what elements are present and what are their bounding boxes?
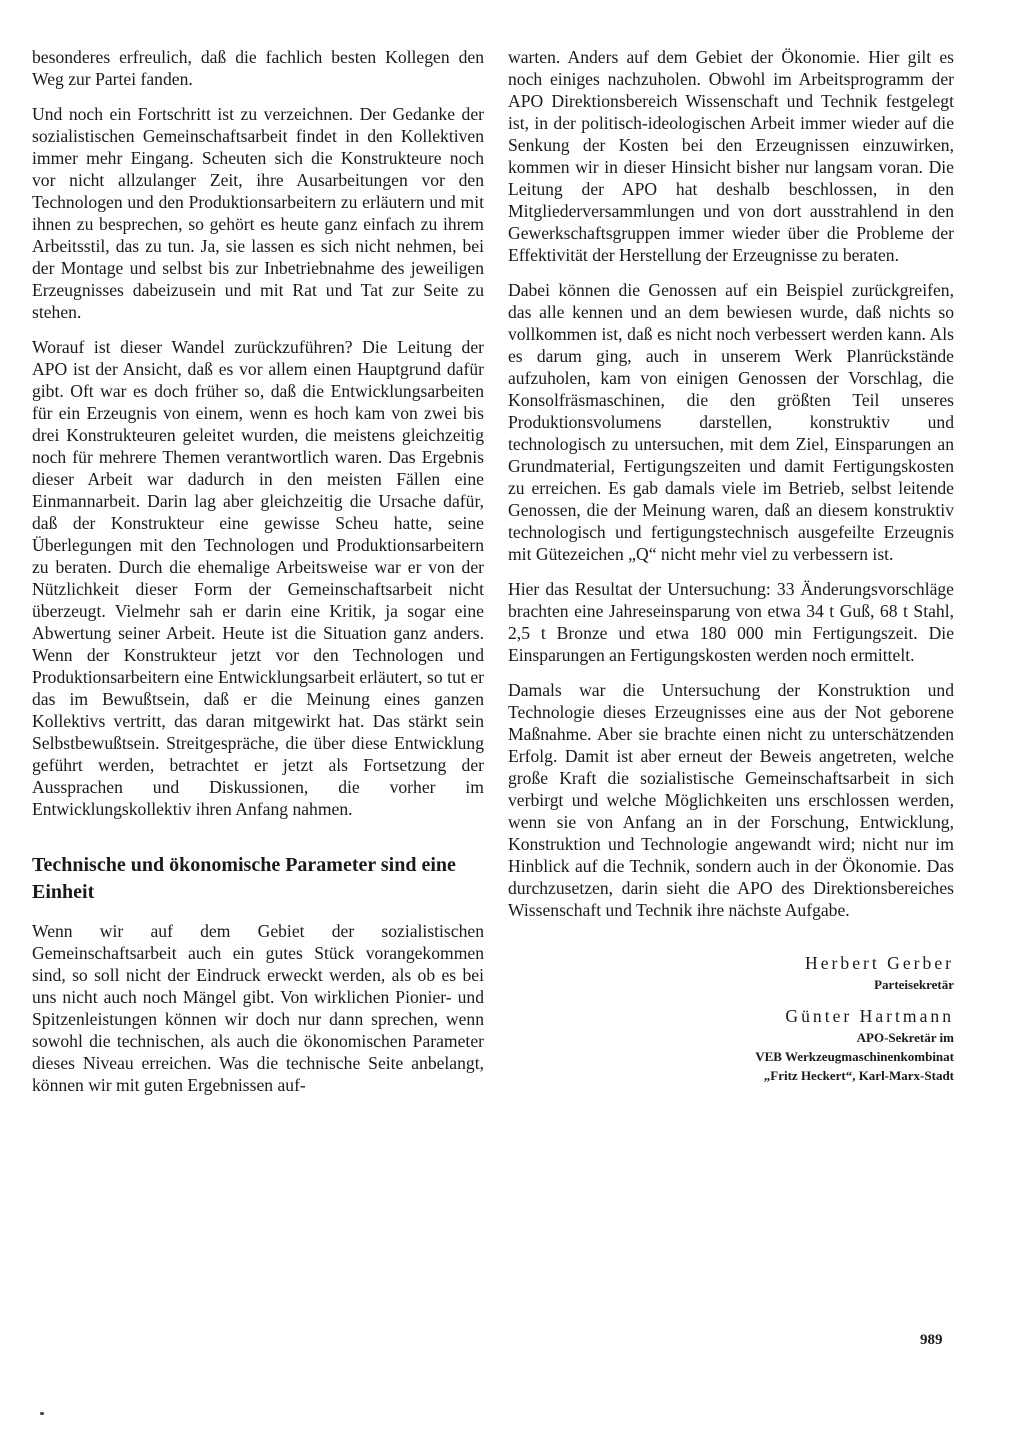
paragraph: warten. Anders auf dem Gebiet der Ökonomie. Hier gilt es noch einiges nachzuholen. Obwohl im Arbeitsprogramm der APO Direktionsbereich Wissenschaft und Technik festgelegt ist, in der politisch-ideologischen Arbeit immer wieder auf die Senkung der Kosten bei den Erzeugnissen einzuwirken, kommen wir in dieser Hinsicht bisher nur langsam voran. Die Leitung der APO hat deshalb beschlossen, in den Mitgliederversammlungen und von dort ausstrahlend in den Gewerkschaftsgruppen immer wieder über die Probleme der Effektivität der Herstellung der Erzeugnisse zu beraten. [508, 47, 954, 265]
paragraph: Wenn wir auf dem Gebiet der sozialistischen Gemeinschaftsarbeit auch ein gutes Stück vorangekommen sind, so soll nicht der Eindruck erweckt werden, als ob es bei uns nicht auch noch Mängel gibt. Von wirklichen Pionier- und Spitzenleistungen können wir doch nur dann sprechen, wenn sowohl die technischen, als auch die ökonomischen Parameter dieses Niveau erreichen. Was die technische Seite anbelangt, können wir mit guten Ergebnissen auf- [32, 921, 484, 1095]
scan-speck [40, 1412, 44, 1415]
page-number: 989 [920, 1332, 943, 1348]
right-column [508, 46, 954, 1085]
author-affiliation: „Fritz Heckert“, Karl-Marx-Stadt [763, 1068, 954, 1083]
author-role: APO-Sekretär im [856, 1030, 954, 1045]
paragraph: Damals war die Untersuchung der Konstruktion und Technologie dieses Erzeugnisses eine aus der Not geborene Maßnahme. Aber sie brachte einen nicht zu unterschätzenden Erfolg. Damit ist aber erneut der Beweis angetreten, welche große Kraft die sozialistische Gemeinschaftsarbeit in sich verbirgt und welche Möglichkeiten uns erschlossen werden, wenn sie von Anfang an in der Forschung, Entwicklung, Konstruktion und Technologie angewandt wird; nicht nur im Hinblick auf die Technik, sondern auch in der Ökonomie. Das durchzusetzen, darin sieht die APO des Direktionsbereiches Wissenschaft und Technik ihre nächste Aufgabe. [508, 680, 954, 920]
paragraph: Dabei können die Genossen auf ein Beispiel zurückgreifen, das alle kennen und an dem bewiesen wurde, daß nichts so vollkommen ist, daß es nicht noch verbessert werden kann. Als es darum ging, auch in unserem Werk Planrückstände aufzuholen, kam von einigen Genossen der Vorschlag, die Konsolfräsmaschinen, die den größten Teil unseres Produktionsvolumens darstellen, konstruktiv und technologisch zu untersuchen, mit dem Ziel, Einsparungen an Grundmaterial, Fertigungszeiten und damit Fertigungskosten zu erreichen. Es gab damals viele im Betrieb, selbst leitende Genossen, die der Meinung waren, daß an diesem konstruktiv technologisch und fertigungstechnisch ausgefeilte Erzeugnis mit Gütezeichen „Q“ nicht mehr viel zu verbessern ist. [508, 280, 954, 564]
author-role: Parteisekretär [874, 977, 954, 992]
paragraph: Hier das Resultat der Untersuchung: 33 Änderungsvorschläge brachten eine Jahreseinsparung von etwa 34 t Guß, 68 t Stahl, 2,5 t Bronze und etwa 180 000 min Fertigungszeit. Die Einsparungen an Fertigungskosten werden noch ermittelt. [508, 579, 954, 665]
signatures [508, 951, 954, 1085]
left-column [32, 46, 484, 1109]
paragraph: besonderes erfreulich, daß die fachlich besten Kollegen den Weg zur Partei fanden. [32, 47, 484, 89]
author-name: Herbert Gerber [805, 953, 954, 973]
author-affiliation: VEB Werkzeugmaschinenkombinat [755, 1049, 954, 1064]
author-name: Günter Hartmann [785, 1006, 954, 1026]
section-heading: Technische und ökonomische Parameter sind eine Einheit [32, 854, 456, 903]
paragraph: Und noch ein Fortschritt ist zu verzeichnen. Der Gedanke der sozialistischen Gemeinschaftsarbeit findet in den Kollektiven immer mehr Eingang. Scheuten sich die Konstrukteure noch vor nicht allzulanger Zeit, ihre Ausarbeitungen vor den Technologen und den Produktionsarbeitern zu erläutern und mit ihnen zu besprechen, so gehört es heute ganz einfach zu ihrem Arbeitsstil, das zu tun. Ja, sie lassen es sich nicht nehmen, bei der Montage und selbst bis zur Inbetriebnahme des jeweiligen Erzeugnisses dabeizusein und mit Rat und Tat zur Seite zu stehen. [32, 104, 484, 322]
paragraph: Worauf ist dieser Wandel zurückzuführen? Die Leitung der APO ist der Ansicht, daß es vor allem einen Hauptgrund dafür gibt. Oft war es doch früher so, daß die Entwicklungsarbeiten für ein Erzeugnis von einem, wenn es hoch kam von zwei bis drei Konstrukteuren geleitet wurden, die meistens gleichzeitig noch für mehrere Themen verantwortlich waren. Das Ergebnis dieser Arbeit war dadurch in den meisten Fällen eine Einmannarbeit. Darin lag aber gleichzeitig die Ursache dafür, daß der Konstrukteur eine gewisse Scheu hatte, seine Überlegungen mit den Technologen und Produktionsarbeitern zu beraten. Durch die ehemalige Arbeitsweise war er von der Nützlichkeit dieser Form der Gemeinschaftsarbeit nicht überzeugt. Vielmehr sah er darin eine Kritik, ja sogar eine Abwertung seiner Arbeit. Heute ist die Situation ganz anders. Wenn der Konstrukteur jetzt vor den Technologen und Produktionsarbeitern eine Entwicklungsarbeit erläutert, so tut er das im Bewußtsein, daß er die Meinung eines ganzen Kollektivs vertritt, das daran mitgewirkt hat. Das stärkt sein Selbstbewußtsein. Streitgespräche, die über diese Entwicklung geführt werden, betrachtet er jetzt als Fortsetzung der Aussprachen und Diskussionen, die vorher im Entwicklungskollektiv ihren Anfang nahmen. [32, 337, 484, 819]
